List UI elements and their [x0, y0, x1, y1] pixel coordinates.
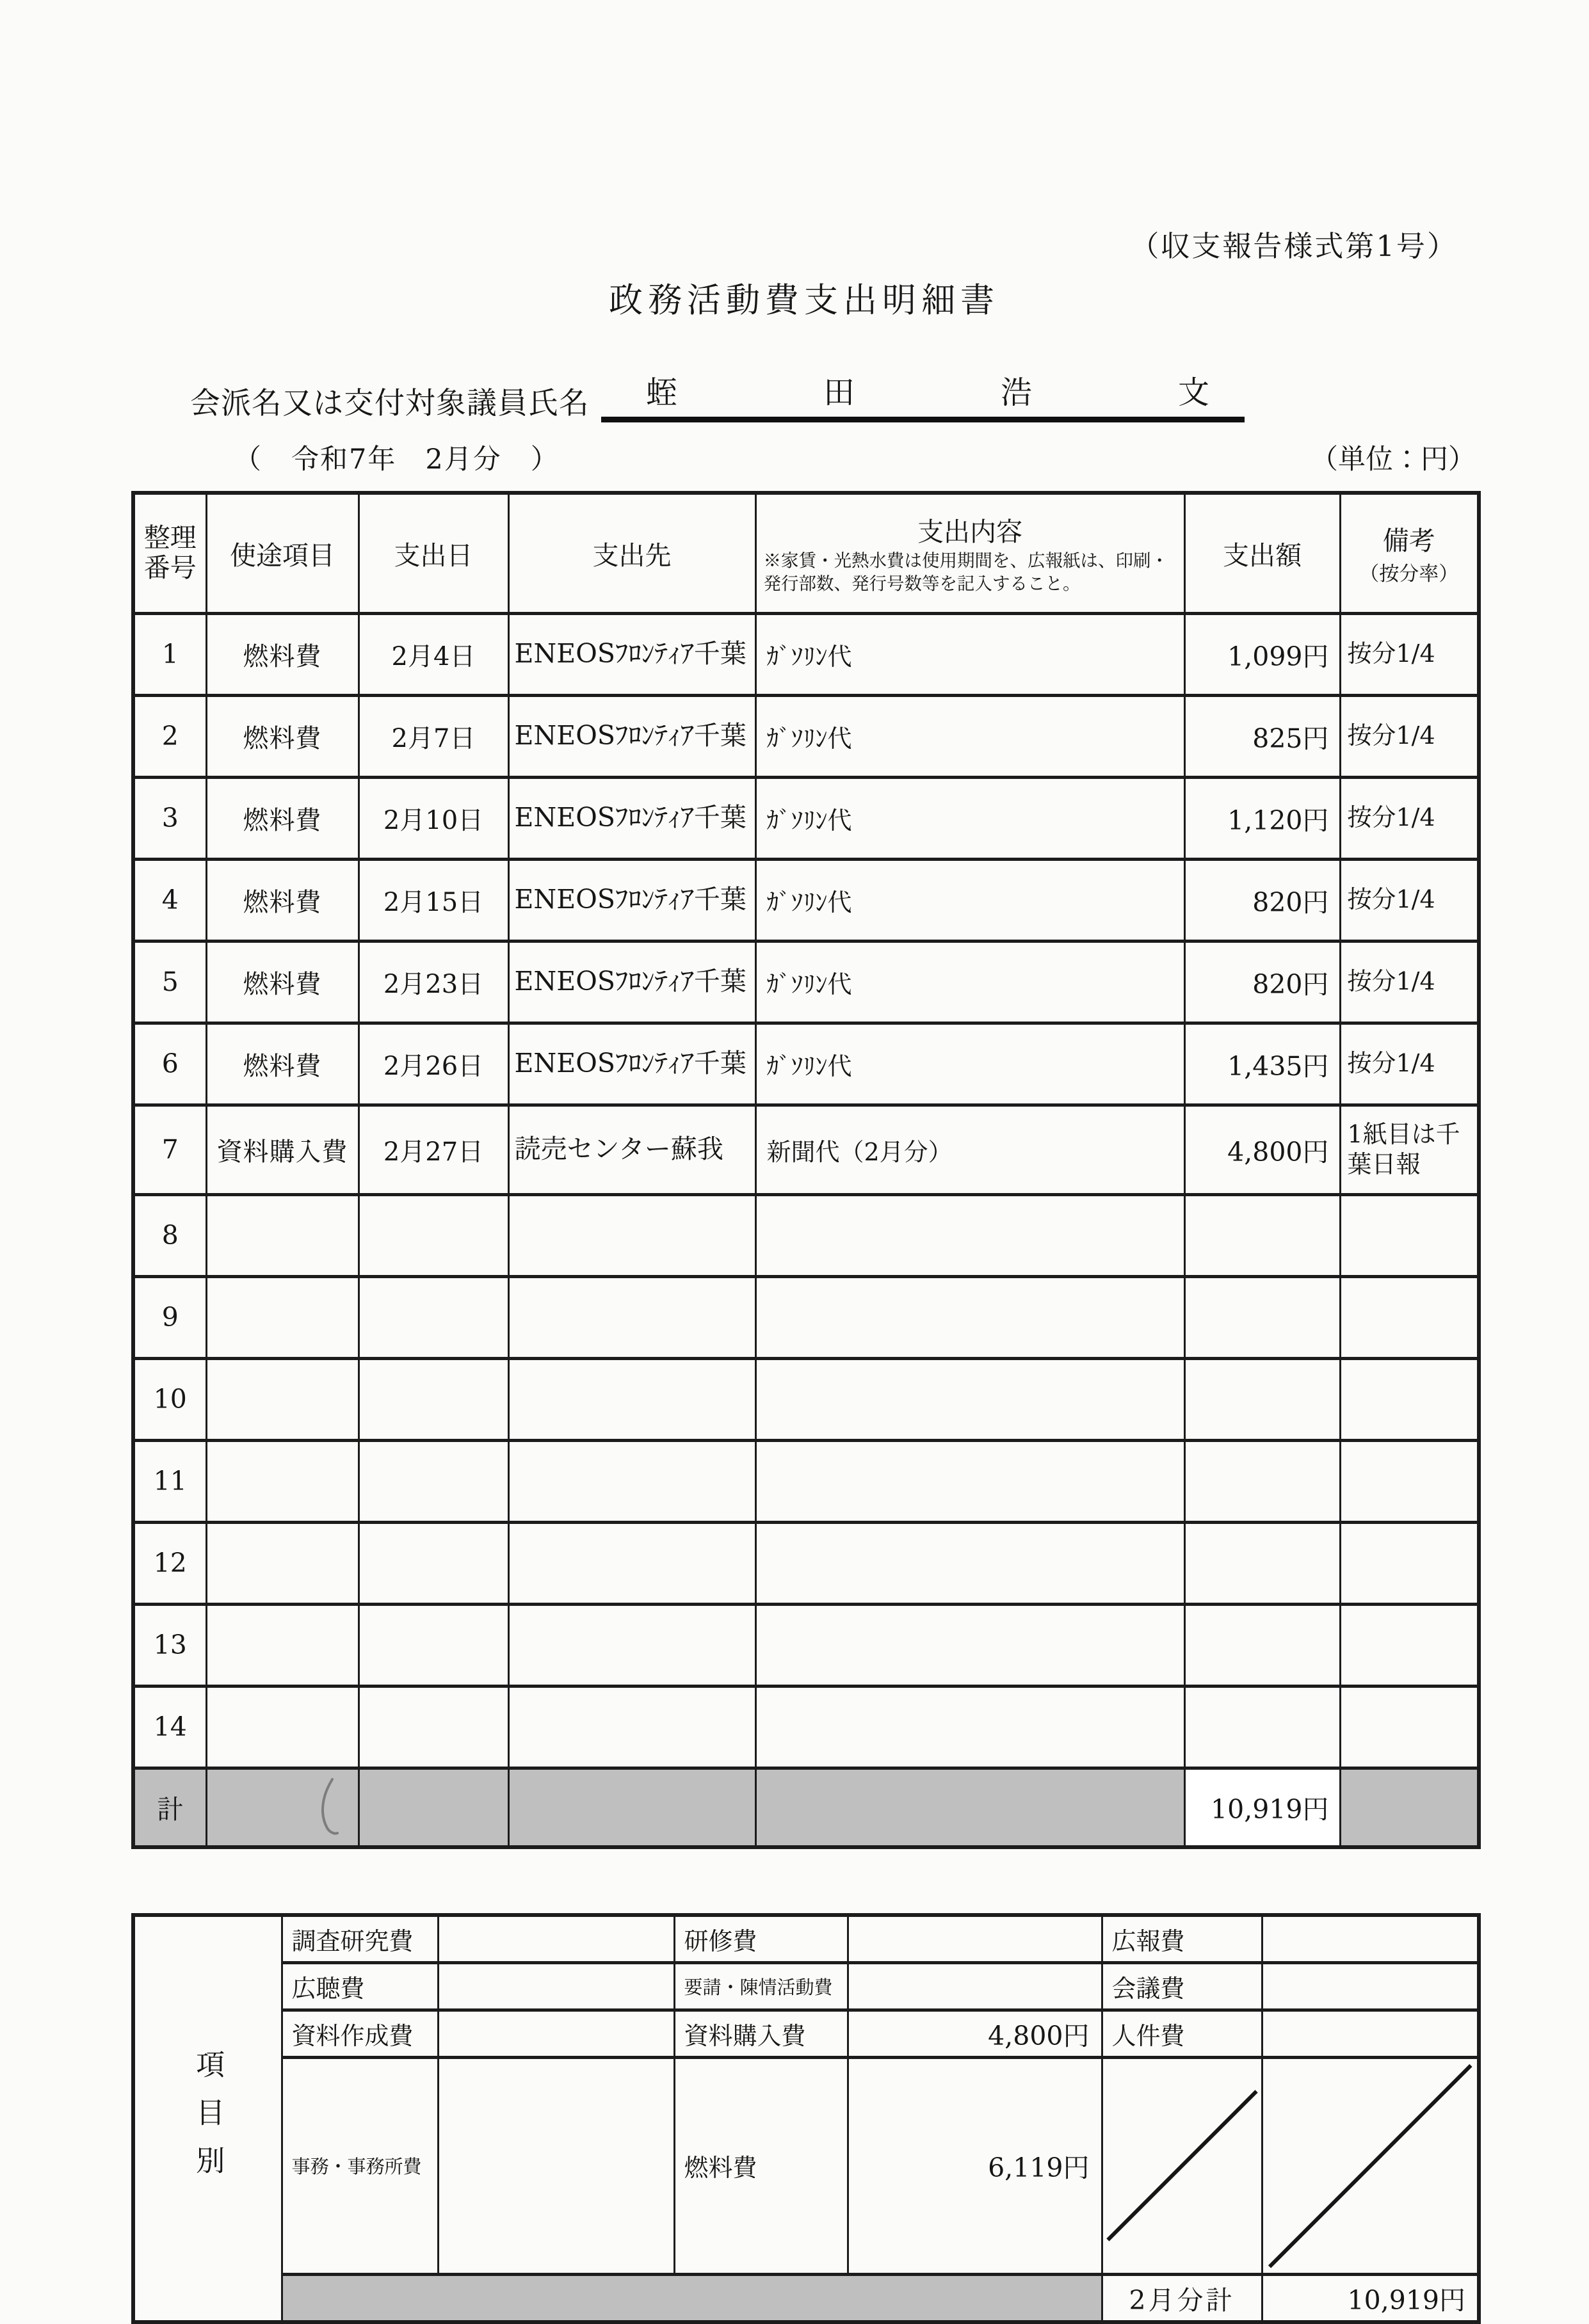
- cell-payee: [508, 1358, 755, 1440]
- cell-remarks: 1紙目は千葉日報: [1340, 1105, 1479, 1194]
- summary-month-total-value: 10,919円: [1262, 2275, 1479, 2322]
- table-row: [133, 1023, 1479, 1105]
- table-row: [133, 1686, 1479, 1768]
- cell-remarks: [1340, 1358, 1479, 1440]
- cell-amount: [1184, 1194, 1340, 1276]
- summary-row: [133, 2057, 1479, 2275]
- table-row: [133, 1276, 1479, 1358]
- cell-description: [755, 1276, 1184, 1358]
- col-header-remarks-title: 備考: [1382, 525, 1435, 557]
- summary-value-material-creation: [438, 2010, 674, 2057]
- summary-value-pr: [1262, 1915, 1479, 1962]
- cell-remarks: [1340, 1686, 1479, 1768]
- summary-value-petition: [848, 1962, 1102, 2010]
- total-empty-cell: [755, 1768, 1184, 1847]
- cell-remarks: 按分1/4: [1340, 1023, 1479, 1105]
- table-row: [133, 1522, 1479, 1604]
- table-row: [133, 1440, 1479, 1522]
- cell-item: 燃料費: [206, 777, 359, 859]
- cell-description: [755, 1194, 1184, 1276]
- cell-remarks: 按分1/4: [1340, 613, 1479, 695]
- table-row: [133, 777, 1479, 859]
- cell-item: 燃料費: [206, 941, 359, 1023]
- cell-date: 2月7日: [359, 695, 508, 777]
- total-row: [133, 1768, 1479, 1847]
- cell-date: [359, 1440, 508, 1522]
- cell-date: [359, 1604, 508, 1686]
- member-name-label: 会派名又は交付対象議員氏名: [190, 386, 590, 421]
- cell-item: 燃料費: [206, 1023, 359, 1105]
- summary-value-office: [438, 2057, 674, 2275]
- summary-value-research: [438, 1915, 674, 1962]
- cell-payee: ENEOSﾌﾛﾝﾃｨｱ千葉: [508, 941, 755, 1023]
- table-row: [133, 1194, 1479, 1276]
- cell-amount: [1184, 1522, 1340, 1604]
- cell-description: [755, 1358, 1184, 1440]
- cell-item: [206, 1686, 359, 1768]
- cell-description: 新聞代（2月分）: [755, 1105, 1184, 1194]
- cell-remarks: [1340, 1440, 1479, 1522]
- col-header-item: 使途項目: [206, 493, 359, 613]
- total-label: 計: [133, 1768, 206, 1847]
- cell-payee: ENEOSﾌﾛﾝﾃｨｱ千葉: [508, 1023, 755, 1105]
- cell-number: 8: [133, 1194, 206, 1276]
- form-code: （収支報告様式第1号）: [1130, 229, 1458, 263]
- cell-remarks: 按分1/4: [1340, 859, 1479, 941]
- cell-amount: 1,435円: [1184, 1023, 1340, 1105]
- cell-description: ｶﾞｿﾘﾝ代: [755, 613, 1184, 695]
- cell-description: ｶﾞｿﾘﾝ代: [755, 1023, 1184, 1105]
- col-header-amount: 支出額: [1184, 493, 1340, 613]
- cell-payee: ENEOSﾌﾛﾝﾃｨｱ千葉: [508, 777, 755, 859]
- cell-remarks: [1340, 1522, 1479, 1604]
- cell-remarks: 按分1/4: [1340, 777, 1479, 859]
- cell-number: 9: [133, 1276, 206, 1358]
- cell-date: 2月10日: [359, 777, 508, 859]
- cell-number: 5: [133, 941, 206, 1023]
- summary-row: [133, 2010, 1479, 2057]
- cell-date: [359, 1194, 508, 1276]
- cell-date: 2月27日: [359, 1105, 508, 1194]
- summary-label-petition: 要請・陳情活動費: [674, 1962, 848, 2010]
- cell-description: [755, 1686, 1184, 1768]
- cell-description: [755, 1440, 1184, 1522]
- cell-date: [359, 1358, 508, 1440]
- summary-label-training: 研修費: [674, 1915, 848, 1962]
- cell-payee: ENEOSﾌﾛﾝﾃｨｱ千葉: [508, 695, 755, 777]
- cell-remarks: 按分1/4: [1340, 695, 1479, 777]
- col-header-content-title: 支出内容: [917, 517, 1022, 547]
- cell-remarks: [1340, 1194, 1479, 1276]
- total-empty-cell: [359, 1768, 508, 1847]
- page-title: 政務活動費支出明細書: [609, 281, 999, 320]
- cell-payee: 読売センター蘇我: [508, 1105, 755, 1194]
- summary-label-material-purchase: 資料購入費: [674, 2010, 848, 2057]
- table-row: [133, 941, 1479, 1023]
- diagonal-line: [1263, 2059, 1478, 2273]
- summary-shaded-cell: [282, 2275, 1102, 2322]
- cell-amount: 825円: [1184, 695, 1340, 777]
- table-row: [133, 1358, 1479, 1440]
- summary-label-hearing: 広聴費: [282, 1962, 438, 2010]
- period-row: [131, 438, 1477, 477]
- cell-payee: ENEOSﾌﾛﾝﾃｨｱ千葉: [508, 859, 755, 941]
- cell-amount: 820円: [1184, 859, 1340, 941]
- cell-amount: [1184, 1440, 1340, 1522]
- cell-payee: [508, 1194, 755, 1276]
- unit-note: （単位：円）: [1311, 444, 1476, 476]
- summary-label-pr: 広報費: [1102, 1915, 1262, 1962]
- col-header-number: 整理番号: [133, 493, 206, 613]
- summary-side-label: 項目別: [133, 1915, 282, 2322]
- period-label: （ 令和7年 2月分 ）: [234, 444, 560, 476]
- total-empty-cell: [206, 1768, 359, 1847]
- cell-amount: [1184, 1604, 1340, 1686]
- table-header-row: [133, 493, 1479, 613]
- pen-mark: [304, 1777, 349, 1841]
- cell-number: 12: [133, 1522, 206, 1604]
- summary-label-personnel: 人件費: [1102, 2010, 1262, 2057]
- table-row: [133, 613, 1479, 695]
- cell-item: [206, 1276, 359, 1358]
- cell-amount: 820円: [1184, 941, 1340, 1023]
- summary-value-fuel: 6,119円: [848, 2057, 1102, 2275]
- table-row: [133, 1604, 1479, 1686]
- category-summary-table: [131, 1913, 1481, 2324]
- summary-row: [133, 1915, 1479, 1962]
- summary-label-material-creation: 資料作成費: [282, 2010, 438, 2057]
- cell-date: [359, 1522, 508, 1604]
- cell-date: 2月15日: [359, 859, 508, 941]
- cell-number: 6: [133, 1023, 206, 1105]
- cell-number: 4: [133, 859, 206, 941]
- cell-date: 2月26日: [359, 1023, 508, 1105]
- cell-amount: 1,099円: [1184, 613, 1340, 695]
- cell-remarks: [1340, 1604, 1479, 1686]
- col-header-payee: 支出先: [508, 493, 755, 613]
- summary-row: [133, 1962, 1479, 2010]
- cell-amount: [1184, 1686, 1340, 1768]
- cell-remarks: 按分1/4: [1340, 941, 1479, 1023]
- cell-description: ｶﾞｿﾘﾝ代: [755, 941, 1184, 1023]
- total-amount: 10,919円: [1184, 1768, 1340, 1847]
- diagonal-strike-cell: [1102, 2057, 1262, 2275]
- cell-amount: 1,120円: [1184, 777, 1340, 859]
- summary-label-office: 事務・事務所費: [282, 2057, 438, 2275]
- cell-item: [206, 1604, 359, 1686]
- cell-description: ｶﾞｿﾘﾝ代: [755, 777, 1184, 859]
- cell-description: ｶﾞｿﾘﾝ代: [755, 695, 1184, 777]
- cell-number: 1: [133, 613, 206, 695]
- summary-label-research: 調査研究費: [282, 1915, 438, 1962]
- cell-item: 燃料費: [206, 859, 359, 941]
- cell-payee: [508, 1522, 755, 1604]
- cell-item: [206, 1358, 359, 1440]
- cell-number: 3: [133, 777, 206, 859]
- cell-description: [755, 1522, 1184, 1604]
- summary-value-material-purchase: 4,800円: [848, 2010, 1102, 2057]
- cell-date: [359, 1686, 508, 1768]
- col-header-content-note: ※家賃・光熱水費は使用期間を、広報紙は、印刷・発行部数、発行号数等を記入すること。: [763, 550, 1168, 594]
- table-row: [133, 1105, 1479, 1194]
- cell-date: 2月23日: [359, 941, 508, 1023]
- cell-number: 13: [133, 1604, 206, 1686]
- table-row: [133, 859, 1479, 941]
- cell-payee: [508, 1276, 755, 1358]
- cell-date: [359, 1276, 508, 1358]
- cell-date: 2月4日: [359, 613, 508, 695]
- summary-value-personnel: [1262, 2010, 1479, 2057]
- total-empty-cell: [508, 1768, 755, 1847]
- cell-item: 資料購入費: [206, 1105, 359, 1194]
- cell-amount: [1184, 1358, 1340, 1440]
- cell-description: ｶﾞｿﾘﾝ代: [755, 859, 1184, 941]
- cell-item: [206, 1194, 359, 1276]
- summary-month-total-label: 2月分計: [1102, 2275, 1262, 2322]
- diagonal-strike-cell: [1262, 2057, 1479, 2275]
- cell-payee: ENEOSﾌﾛﾝﾃｨｱ千葉: [508, 613, 755, 695]
- summary-value-meeting: [1262, 1962, 1479, 2010]
- cell-payee: [508, 1440, 755, 1522]
- table-row: [133, 695, 1479, 777]
- cell-item: [206, 1522, 359, 1604]
- cell-payee: [508, 1686, 755, 1768]
- cell-item: [206, 1440, 359, 1522]
- cell-item: 燃料費: [206, 613, 359, 695]
- summary-value-hearing: [438, 1962, 674, 2010]
- cell-description: [755, 1604, 1184, 1686]
- summary-total-row: [133, 2275, 1479, 2322]
- cell-number: 7: [133, 1105, 206, 1194]
- summary-label-fuel: 燃料費: [674, 2057, 848, 2275]
- cell-remarks: [1340, 1276, 1479, 1358]
- col-header-remarks-sub: （按分率）: [1359, 563, 1459, 586]
- cell-number: 2: [133, 695, 206, 777]
- summary-value-training: [848, 1915, 1102, 1962]
- cell-number: 11: [133, 1440, 206, 1522]
- summary-label-meeting: 会議費: [1102, 1962, 1262, 2010]
- cell-number: 14: [133, 1686, 206, 1768]
- col-header-remarks: [1340, 493, 1479, 613]
- total-empty-cell: [1340, 1768, 1479, 1847]
- expense-detail-table: [131, 491, 1481, 1849]
- member-name-row: [131, 368, 1477, 422]
- cell-amount: [1184, 1276, 1340, 1358]
- cell-payee: [508, 1604, 755, 1686]
- col-header-content: [755, 493, 1184, 613]
- cell-amount: 4,800円: [1184, 1105, 1340, 1194]
- col-header-date: 支出日: [359, 493, 508, 613]
- cell-item: 燃料費: [206, 695, 359, 777]
- member-name-value: 蛭 田 浩 文: [601, 368, 1245, 422]
- cell-number: 10: [133, 1358, 206, 1440]
- diagonal-line: [1103, 2087, 1261, 2245]
